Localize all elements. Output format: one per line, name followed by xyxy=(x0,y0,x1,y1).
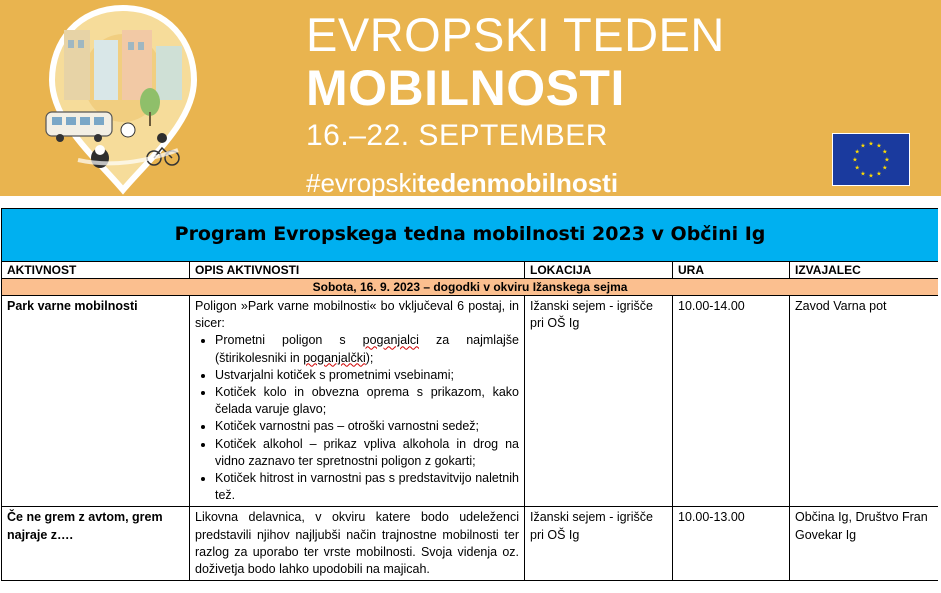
svg-text:★: ★ xyxy=(860,170,866,178)
table-title-row xyxy=(2,209,939,262)
header-time: URA xyxy=(673,262,790,279)
provider-cell: Zavod Varna pot xyxy=(790,296,939,507)
svg-text:★: ★ xyxy=(884,156,890,164)
list-item: • Kotiček kolo in obvezna oprema s prikazom, kako čelada varuje glavo; xyxy=(215,384,519,418)
svg-text:★: ★ xyxy=(882,164,888,172)
program-table-wrapper xyxy=(1,208,938,593)
program-table xyxy=(1,208,938,581)
list-item: • Kotiček varnostni pas – otroški varnostni sedež; xyxy=(215,418,519,435)
time-cell: 10.00-13.00 xyxy=(673,507,790,581)
hashtag-bold: tedenmobilnosti xyxy=(417,168,619,196)
section-row xyxy=(2,279,939,296)
svg-text:★: ★ xyxy=(876,170,882,178)
list-item: • Kotiček hitrost in varnostni pas s predstavitvijo naletnih tež. xyxy=(215,470,519,504)
description-cell xyxy=(190,296,525,507)
list-item: • Prometni poligon s poganjalci za najmlajše (štirikolesniki in poganjalčki); xyxy=(215,332,519,366)
svg-text:★: ★ xyxy=(852,156,858,164)
provider-cell: Občina Ig, Društvo Fran Govekar Ig xyxy=(790,507,939,581)
section-heading: Sobota, 16. 9. 2023 – dogodki v okviru Ižanskega sejma xyxy=(2,279,939,296)
station-list xyxy=(195,332,519,504)
campaign-banner xyxy=(0,0,941,196)
header-location: LOKACIJA xyxy=(525,262,673,279)
time-cell: 10.00-14.00 xyxy=(673,296,790,507)
svg-text:★: ★ xyxy=(868,140,874,148)
banner-hashtag xyxy=(306,162,725,196)
banner-text xyxy=(306,8,725,196)
location-cell: Ižanski sejem - igrišče pri OŠ Ig xyxy=(525,507,673,581)
hashtag-prefix: #evropski xyxy=(306,168,418,196)
table-row xyxy=(2,507,939,581)
activity-cell: Park varne mobilnosti xyxy=(2,296,190,507)
eu-flag-icon xyxy=(832,133,910,186)
header-description: OPIS AKTIVNOSTI xyxy=(190,262,525,279)
banner-title-line2: MOBILNOSTI xyxy=(306,60,625,116)
svg-text:★: ★ xyxy=(876,142,882,150)
table-title: Program Evropskega tedna mobilnosti 2023 v Občini Ig xyxy=(2,209,939,262)
svg-text:★: ★ xyxy=(868,172,874,180)
description-intro: Poligon »Park varne mobilnosti« bo vključeval 6 postaj, in sicer: xyxy=(195,299,519,331)
list-item: • Ustvarjalni kotiček s prometnimi vsebinami; xyxy=(215,367,519,384)
header-activity: AKTIVNOST xyxy=(2,262,190,279)
location-cell: Ižanski sejem - igrišče pri OŠ Ig xyxy=(525,296,673,507)
banner-dates: 16.–22. SEPTEMBER xyxy=(306,119,608,152)
header-provider: IZVAJALEC xyxy=(790,262,939,279)
activity-cell: Če ne grem z avtom, grem najraje z…. xyxy=(2,507,190,581)
svg-text:★: ★ xyxy=(860,142,866,150)
table-header-row xyxy=(2,262,939,279)
svg-text:★: ★ xyxy=(882,148,888,156)
table-row xyxy=(2,296,939,507)
list-item: • Kotiček alkohol – prikaz vpliva alkohola in drog na vidno zaznavo ter spretnostni poligon z gokarti; xyxy=(215,436,519,470)
banner-title-line1: EVROPSKI TEDEN xyxy=(306,8,725,61)
svg-text:★: ★ xyxy=(854,164,860,172)
description-cell: Likovna delavnica, v okviru katere bodo udeleženci predstavili njihov najljubši način trajnostne mobilnosti ter razlog za uporabo ter vrste mobilnosti. Svoja videnja oz. doživetja bodo lahko upodobili na majicah. xyxy=(190,507,525,581)
svg-text:★: ★ xyxy=(854,148,860,156)
mobility-pin-illustration xyxy=(38,0,208,196)
